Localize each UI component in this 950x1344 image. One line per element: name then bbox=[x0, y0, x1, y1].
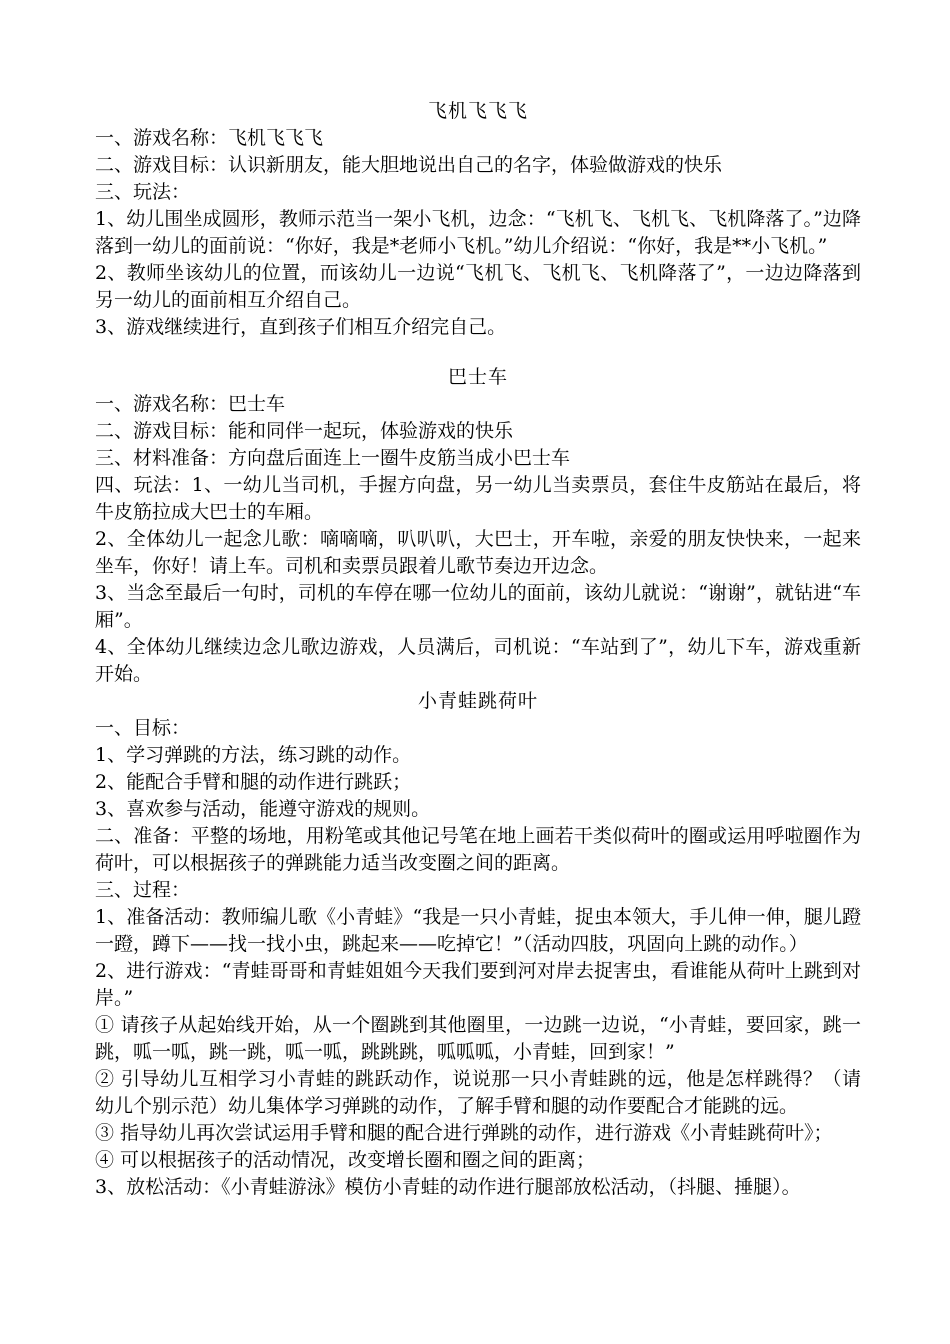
text-line: 1、幼儿围坐成圆形，教师示范当一架小飞机，边念：“飞机飞、飞机飞、飞机降落了。”边降落到一幼儿的面前说：“你好，我是*老师小飞机。”幼儿介绍说：“你好，我是**小飞机。” bbox=[95, 208, 861, 257]
text-line: 二、游戏目标：认识新朋友，能大胆地说出自己的名字，体验做游戏的快乐 bbox=[95, 154, 723, 176]
text-line: 三、过程： bbox=[95, 879, 191, 901]
text-line: 三、玩法： bbox=[95, 181, 191, 203]
text-line: ④ 可以根据孩子的活动情况，改变增长圈和圈之间的距离； bbox=[95, 1149, 596, 1171]
text-line: 2、全体幼儿一起念儿歌：嘀嘀嘀，叭叭叭，大巴士，开车啦，亲爱的朋友快快来，一起来坐车，你好！请上车。司机和卖票员跟着儿歌节奏边开边念。 bbox=[95, 528, 861, 577]
section-title: 小青蛙跳荷叶 bbox=[417, 690, 538, 712]
text-line: 二、准备：平整的场地，用粉笔或其他记号笔在地上画若干类似荷叶的圈或运用呼啦圈作为荷叶，可以根据孩子的弹跳能力适当改变圈之间的距离。 bbox=[95, 825, 861, 874]
text-line: 一、游戏名称：飞机飞飞飞 bbox=[95, 127, 324, 149]
text-line: 3、喜欢参与活动，能遵守游戏的规则。 bbox=[95, 798, 431, 820]
section-title: 飞机飞飞飞 bbox=[427, 100, 528, 122]
section-airplane-game bbox=[95, 98, 861, 341]
document-page bbox=[95, 98, 861, 1201]
text-line: ① 请孩子从起始线开始，从一个圈跳到其他圈里，一边跳一边说，“小青蛙，要回家，跳一跳，呱一呱，跳一跳，呱一呱，跳跳跳，呱呱呱，小青蛙，回到家！” bbox=[95, 1014, 861, 1063]
text-line: 3、放松活动：《小青蛙游泳》模仿小青蛙的动作进行腿部放松活动，（抖腿、捶腿）。 bbox=[95, 1176, 801, 1198]
text-line: 一、目标： bbox=[95, 717, 191, 739]
text-line: 2、进行游戏：“青蛙哥哥和青蛙姐姐今天我们要到河对岸去捉害虫，看谁能从荷叶上跳到对岸。” bbox=[95, 960, 861, 1009]
text-line: 三、材料准备：方向盘后面连上一圈牛皮筋当成小巴士车 bbox=[95, 447, 571, 469]
text-line: 3、游戏继续进行，直到孩子们相互介绍完自己。 bbox=[95, 316, 507, 338]
text-line: 四、玩法：1、一幼儿当司机，手握方向盘，另一幼儿当卖票员，套住牛皮筋站在最后，将牛皮筋拉成大巴士的车厢。 bbox=[95, 474, 861, 523]
section-bus-game bbox=[95, 364, 861, 688]
text-line: 一、游戏名称：巴士车 bbox=[95, 393, 286, 415]
section-title: 巴士车 bbox=[447, 366, 508, 388]
text-line: ③ 指导幼儿再次尝试运用手臂和腿的配合进行弹跳的动作，进行游戏《小青蛙跳荷叶》； bbox=[95, 1122, 833, 1144]
text-line: 二、游戏目标：能和同伴一起玩，体验游戏的快乐 bbox=[95, 420, 514, 442]
text-line: 4、全体幼儿继续边念儿歌边游戏，人员满后，司机说：“车站到了”，幼儿下车，游戏重新开始。 bbox=[95, 636, 861, 685]
text-line: ② 引导幼儿互相学习小青蛙的跳跃动作，说说那一只小青蛙跳的远，他是怎样跳得？（请幼儿个别示范）幼儿集体学习弹跳的动作，了解手臂和腿的动作要配合才能跳的远。 bbox=[95, 1068, 861, 1117]
section-spacer bbox=[95, 341, 861, 364]
text-line: 1、学习弹跳的方法，练习跳的动作。 bbox=[95, 744, 412, 766]
text-line: 1、准备活动：教师编儿歌《小青蛙》“我是一只小青蛙，捉虫本领大，手儿伸一伸，腿儿蹬一蹬，蹲下——找一找小虫，跳起来——吃掉它！”（活动四肢，巩固向上跳的动作。） bbox=[95, 906, 861, 955]
text-line: 2、教师坐该幼儿的位置，而该幼儿一边说“飞机飞、飞机飞、飞机降落了”，一边边降落到另一幼儿的面前相互介绍自己。 bbox=[95, 262, 861, 311]
section-frog-game bbox=[95, 688, 861, 1201]
text-line: 2、能配合手臂和腿的动作进行跳跃； bbox=[95, 771, 412, 793]
text-line: 3、当念至最后一句时，司机的车停在哪一位幼儿的面前，该幼儿就说：“谢谢”，就钻进“车厢”。 bbox=[95, 582, 861, 631]
